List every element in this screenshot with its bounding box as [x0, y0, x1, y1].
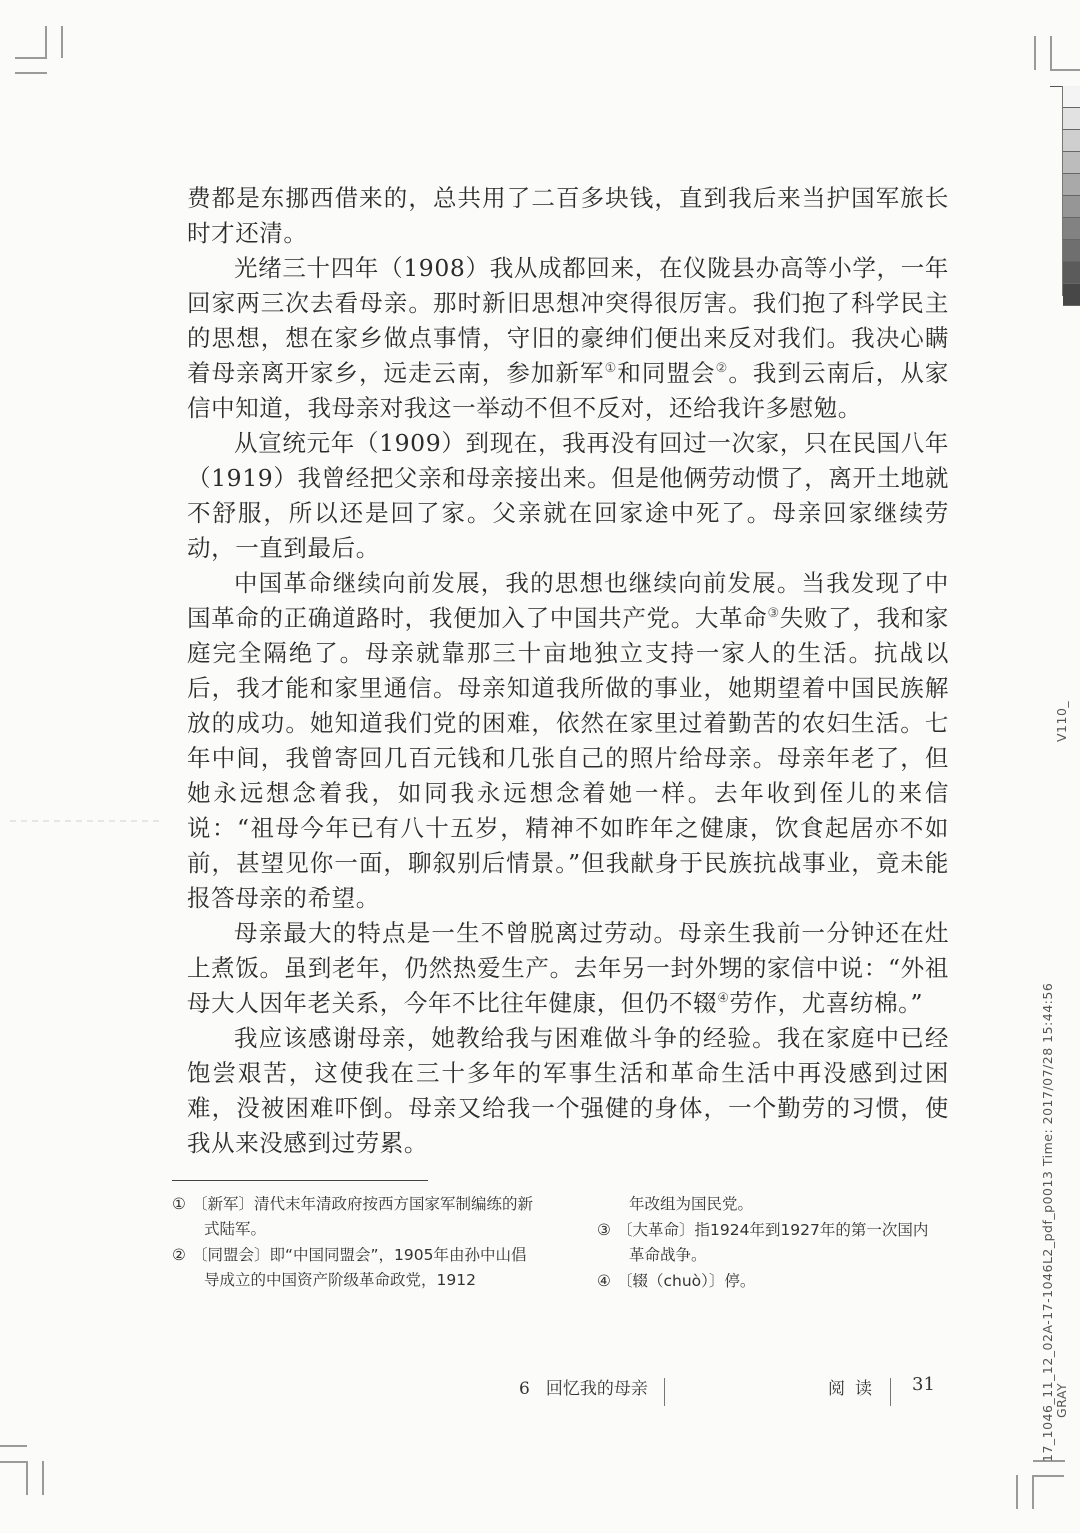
grayscale-step	[1063, 284, 1080, 306]
crop-mark	[1050, 36, 1052, 70]
footnote-reference[interactable]: ①	[604, 361, 618, 376]
footnote-text: 〔辍（chuò）〕停。	[617, 1272, 756, 1290]
crop-mark	[1032, 1475, 1034, 1509]
paragraph-text: 和同盟会	[617, 359, 716, 387]
crop-mark	[26, 1461, 28, 1495]
crop-mark	[1016, 1475, 1018, 1509]
grayscale-step	[1063, 240, 1080, 262]
footnote-number: ①	[172, 1195, 186, 1213]
grayscale-step	[1063, 262, 1080, 284]
footnote	[597, 1269, 942, 1294]
crop-mark	[1050, 69, 1080, 71]
page-number: 31	[912, 1374, 935, 1395]
grayscale-step	[1063, 174, 1080, 196]
paragraph-text: 费都是东挪西借来的，总共用了二百多块钱，直到我后来当护国军旅长时才还清。	[187, 184, 949, 247]
crop-mark	[0, 1461, 27, 1463]
grayscale-step	[1063, 218, 1080, 240]
paragraph-text: 我应该感谢母亲，她教给我与困难做斗争的经验。我在家庭中已经饱尝艰苦，这使我在三十多年的军事生活和革命生活中再没感到过困难，没被困难吓倒。母亲又给我一个强健的身体，一个勤劳的习惯，使我从来没感到过劳累。	[187, 1024, 949, 1157]
crop-mark	[0, 1445, 27, 1447]
footnote-reference[interactable]: ④	[717, 991, 730, 1006]
footnote-rule	[172, 1180, 428, 1181]
footnote	[597, 1192, 942, 1217]
paragraph-text: 从宣统元年（1909）到现在，我再没有回过一次家，只在民国八年（1919）我曾经把父亲和母亲接出来。但是他俩劳动惯了，离开土地就不舒服，所以还是回了家。父亲就在回家途中死了。母亲回家继续劳动，一直到最后。	[187, 429, 949, 562]
crop-mark	[42, 1461, 44, 1495]
footnote	[172, 1243, 538, 1293]
paragraph	[187, 916, 949, 1021]
footnote-reference[interactable]: ③	[767, 606, 780, 621]
paragraph	[187, 181, 949, 251]
paragraph-text: 中国革命继续向前发展，我的思想也继续向前发展。当我发现了中国革命的正确道路时，我便加入了中国共产党。大革命	[187, 569, 949, 632]
footnote-text: 年改组为国民党。	[629, 1195, 754, 1213]
footer-section: 阅读	[828, 1379, 882, 1399]
footer-divider	[664, 1378, 665, 1406]
scan-artifact	[10, 820, 160, 822]
chapter-number: 6	[519, 1379, 530, 1399]
footnotes-right-column	[597, 1192, 942, 1295]
color-mode-label: GRAY	[1054, 1382, 1069, 1418]
grayscale-calibration-strip	[1062, 86, 1080, 296]
footnote	[172, 1192, 538, 1242]
crop-mark	[15, 72, 47, 74]
crop-mark	[1032, 1475, 1064, 1477]
paragraph-text: 劳作，尤喜纺棉。”	[729, 989, 924, 1017]
footnote-text: 〔新军〕清代末年清政府按西方国家军制编练的新式陆军。	[192, 1195, 534, 1238]
grayscale-step	[1063, 152, 1080, 174]
paragraph	[187, 251, 949, 426]
body-text	[187, 181, 949, 1161]
footnote-text: 〔大革命〕指1924年到1927年的第一次国内革命战争。	[617, 1221, 929, 1264]
crop-mark	[15, 57, 47, 59]
crop-mark	[1034, 36, 1036, 70]
chapter-title: 回忆我的母亲	[545, 1379, 648, 1399]
print-version-label: V110_	[1054, 700, 1069, 742]
footnote-text: 〔同盟会〕即“中国同盟会”，1905年由孙中山倡导成立的中国资产阶级革命政党，1912	[192, 1246, 527, 1289]
paragraph	[187, 426, 949, 566]
footnote-number: ②	[172, 1246, 186, 1264]
footnote-reference[interactable]: ②	[715, 361, 729, 376]
paragraph	[187, 1021, 949, 1161]
paragraph-text: 母亲最大的特点是一生不曾脱离过劳动。母亲生我前一分钟还在灶上煮饭。虽到老年，仍然热爱生产。去年另一封外甥的家信中说：“外祖母大人因年老关系，今年不比往年健康，但仍不辍	[187, 919, 949, 1017]
footnotes-left-column	[172, 1192, 538, 1294]
crop-mark	[45, 26, 47, 58]
footer-chapter	[519, 1374, 648, 1399]
footer-divider	[890, 1378, 891, 1406]
paragraph-text: 光绪三十四年（1908）我从成都回来，在仪陇县办高等小学，一年回家两三次去看母亲。那时新旧思想冲突得很厉害。我们抱了科学民主的思想，想在家乡做点事情，守旧的豪绅们便出来反对我们。我决心瞒着母亲离开家乡，远走云南，参加新军	[187, 254, 949, 387]
footnote-number: ④	[597, 1272, 611, 1290]
grayscale-step	[1063, 130, 1080, 152]
grayscale-step	[1063, 196, 1080, 218]
print-job-label: 17_1046_11_12_02A-17-1046L2_pdf_p0013 Time: 2017/07/28 15:44:56	[1040, 982, 1055, 1462]
footnote-number: ③	[597, 1221, 611, 1239]
paragraph	[187, 566, 949, 916]
grayscale-step	[1063, 86, 1080, 108]
crop-mark	[61, 26, 63, 58]
paragraph-text: 。我到云南后，从家信中知道，我母亲对我这一举动不但不反对，还给我许多慰勉。	[187, 359, 949, 422]
grayscale-step	[1063, 108, 1080, 130]
paragraph-text: 失败了，我和家庭完全隔绝了。母亲就靠那三十亩地独立支持一家人的生活。抗战以后，我才能和家里通信。母亲知道我所做的事业，她期望着中国民族解放的成功。她知道我们党的困难，依然在家里过着勤苦的农妇生活。七年中间，我曾寄回几百元钱和几张自己的照片给母亲。母亲年老了，但她永远想念着我，如同我永远想念着她一样。去年收到侄儿的来信说：“祖母今年已有八十五岁，精神不如昨年之健康，饮食起居亦不如前，甚望见你一面，聊叙别后情景。”但我献身于民族抗战事业，竟未能报答母亲的希望。	[187, 604, 949, 912]
footnote	[597, 1218, 942, 1268]
